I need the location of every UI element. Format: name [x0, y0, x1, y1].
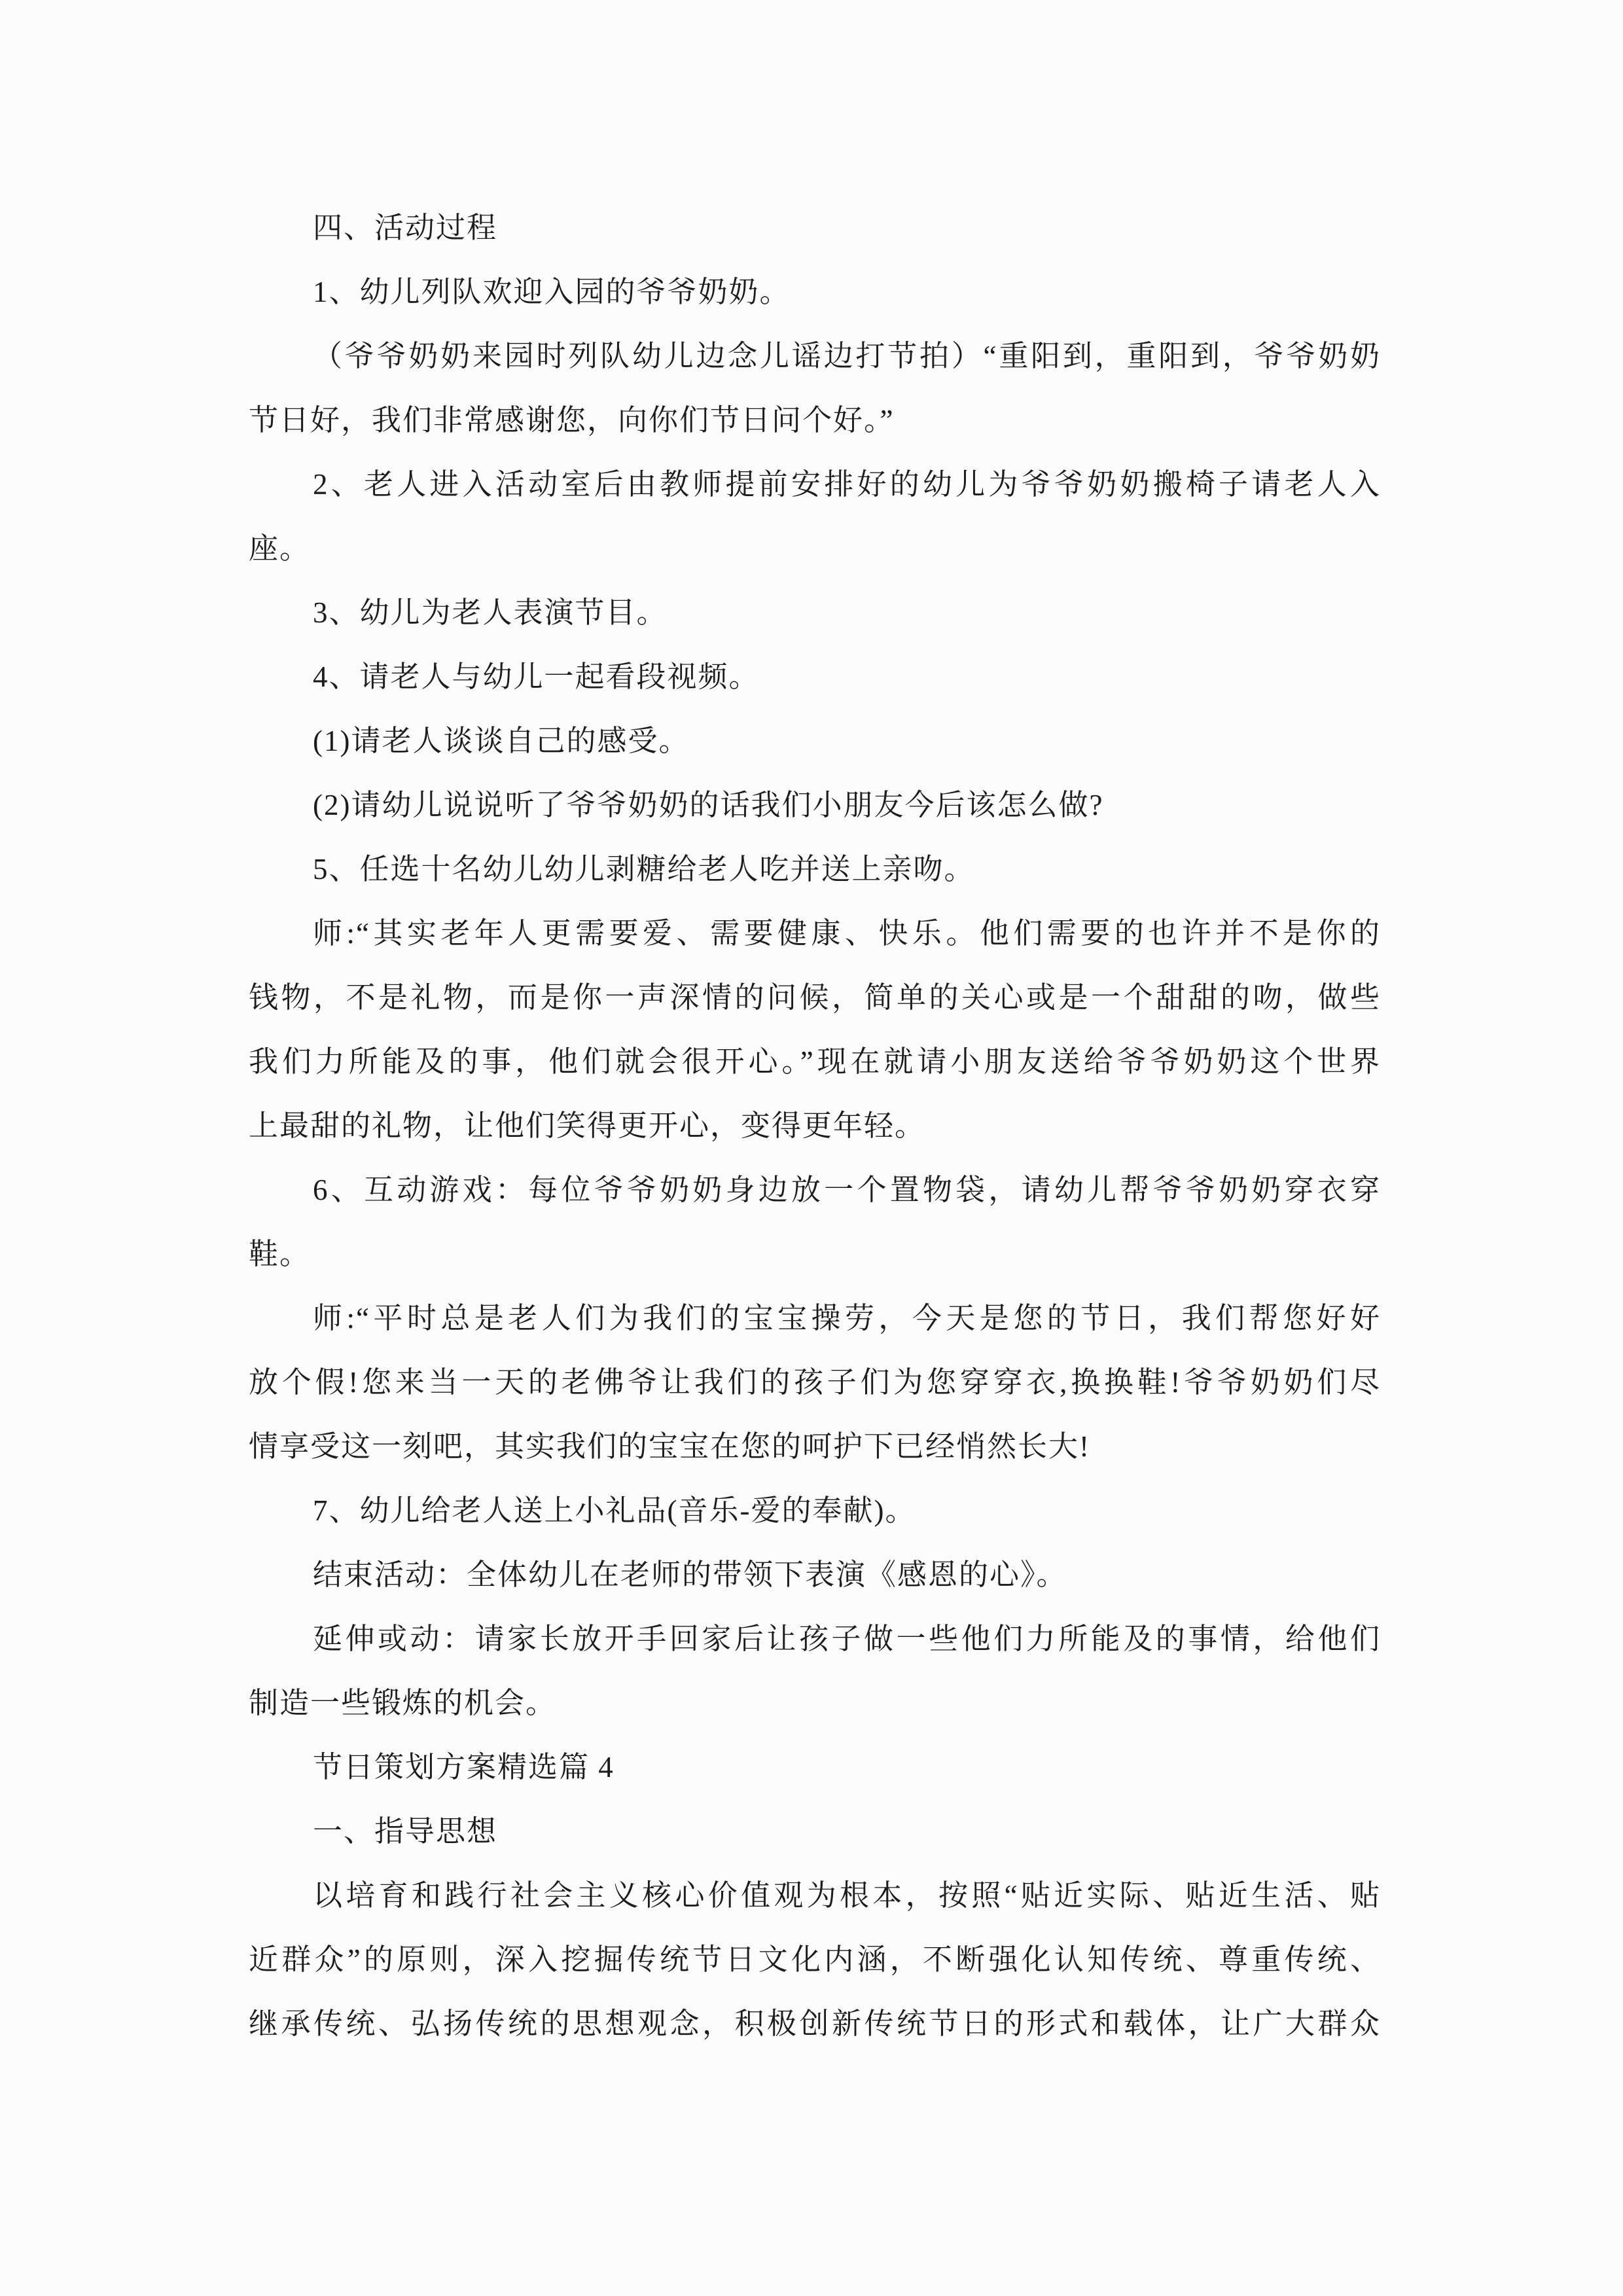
text-line: 一、指导思想 [313, 1815, 498, 1848]
text-line: 继承传统、弘扬传统的思想观念，积极创新传统节日的形式和载体，让广大群众 [249, 2007, 1381, 2040]
text-line: 7、幼儿给老人送上小礼品(音乐-爱的奉献)。 [313, 1494, 916, 1527]
text-line: 1、幼儿列队欢迎入园的爷爷奶奶。 [313, 276, 791, 308]
text-line: 情享受这一刻吧，其实我们的宝宝在您的呵护下已经悄然长大! [249, 1430, 1090, 1463]
text-line: 上最甜的礼物，让他们笑得更开心，变得更年轻。 [249, 1109, 926, 1142]
text-line: 延伸或动：请家长放开手回家后让孩子做一些他们力所能及的事情，给他们 [313, 1623, 1381, 1655]
text-line: 放个假!您来当一天的老佛爷让我们的孩子们为您穿穿衣,换换鞋!爷爷奶奶们尽 [249, 1366, 1381, 1399]
text-line: 师:“平时总是老人们为我们的宝宝操劳，今天是您的节日，我们帮您好好 [313, 1302, 1381, 1335]
text-line: 座。 [249, 532, 311, 565]
text-line: 6、互动游戏：每位爷爷奶奶身边放一个置物袋，请幼儿帮爷爷奶奶穿衣穿 [313, 1174, 1381, 1206]
text-line: 我们力所能及的事，他们就会很开心。”现在就请小朋友送给爷爷奶奶这个世界 [249, 1045, 1381, 1078]
text-line: 以培育和践行社会主义核心价值观为根本，按照“贴近实际、贴近生活、贴 [313, 1879, 1381, 1912]
document-body [249, 196, 1381, 2056]
text-line: 师:“其实老年人更需要爱、需要健康、快乐。他们需要的也许并不是你的 [313, 917, 1381, 950]
text-line: 5、任选十名幼儿幼儿剥糖给老人吃并送上亲吻。 [313, 853, 975, 886]
text-line: 节日策划方案精选篇 4 [313, 1751, 615, 1784]
text-line: 3、幼儿为老人表演节目。 [313, 596, 668, 629]
text-line: 结束活动：全体幼儿在老师的带领下表演《感恩的心》。 [313, 1558, 1067, 1591]
text-line: (1)请老人谈谈自己的感受。 [313, 725, 690, 757]
text-line: 4、请老人与幼儿一起看段视频。 [313, 660, 760, 693]
text-line: (2)请幼儿说说听了爷爷奶奶的话我们小朋友今后该怎么做? [313, 789, 1104, 821]
text-line: 鞋。 [249, 1238, 311, 1270]
text-line: 节日好，我们非常感谢您，向你们节日问个好。” [249, 404, 895, 437]
text-line: 钱物，不是礼物，而是你一声深情的问候，简单的关心或是一个甜甜的吻，做些 [249, 981, 1381, 1014]
text-line: （爷爷奶奶来园时列队幼儿边念儿谣边打节拍）“重阳到，重阳到，爷爷奶奶 [313, 340, 1381, 372]
text-line: 制造一些锻炼的机会。 [249, 1687, 557, 1719]
text-line: 近群众”的原则，深入挖掘传统节日文化内涵，不断强化认知传统、尊重传统、 [249, 1943, 1381, 1976]
text-line: 2、老人进入活动室后由教师提前安排好的幼儿为爷爷奶奶搬椅子请老人入 [313, 468, 1381, 501]
text-line: 四、活动过程 [313, 211, 498, 244]
